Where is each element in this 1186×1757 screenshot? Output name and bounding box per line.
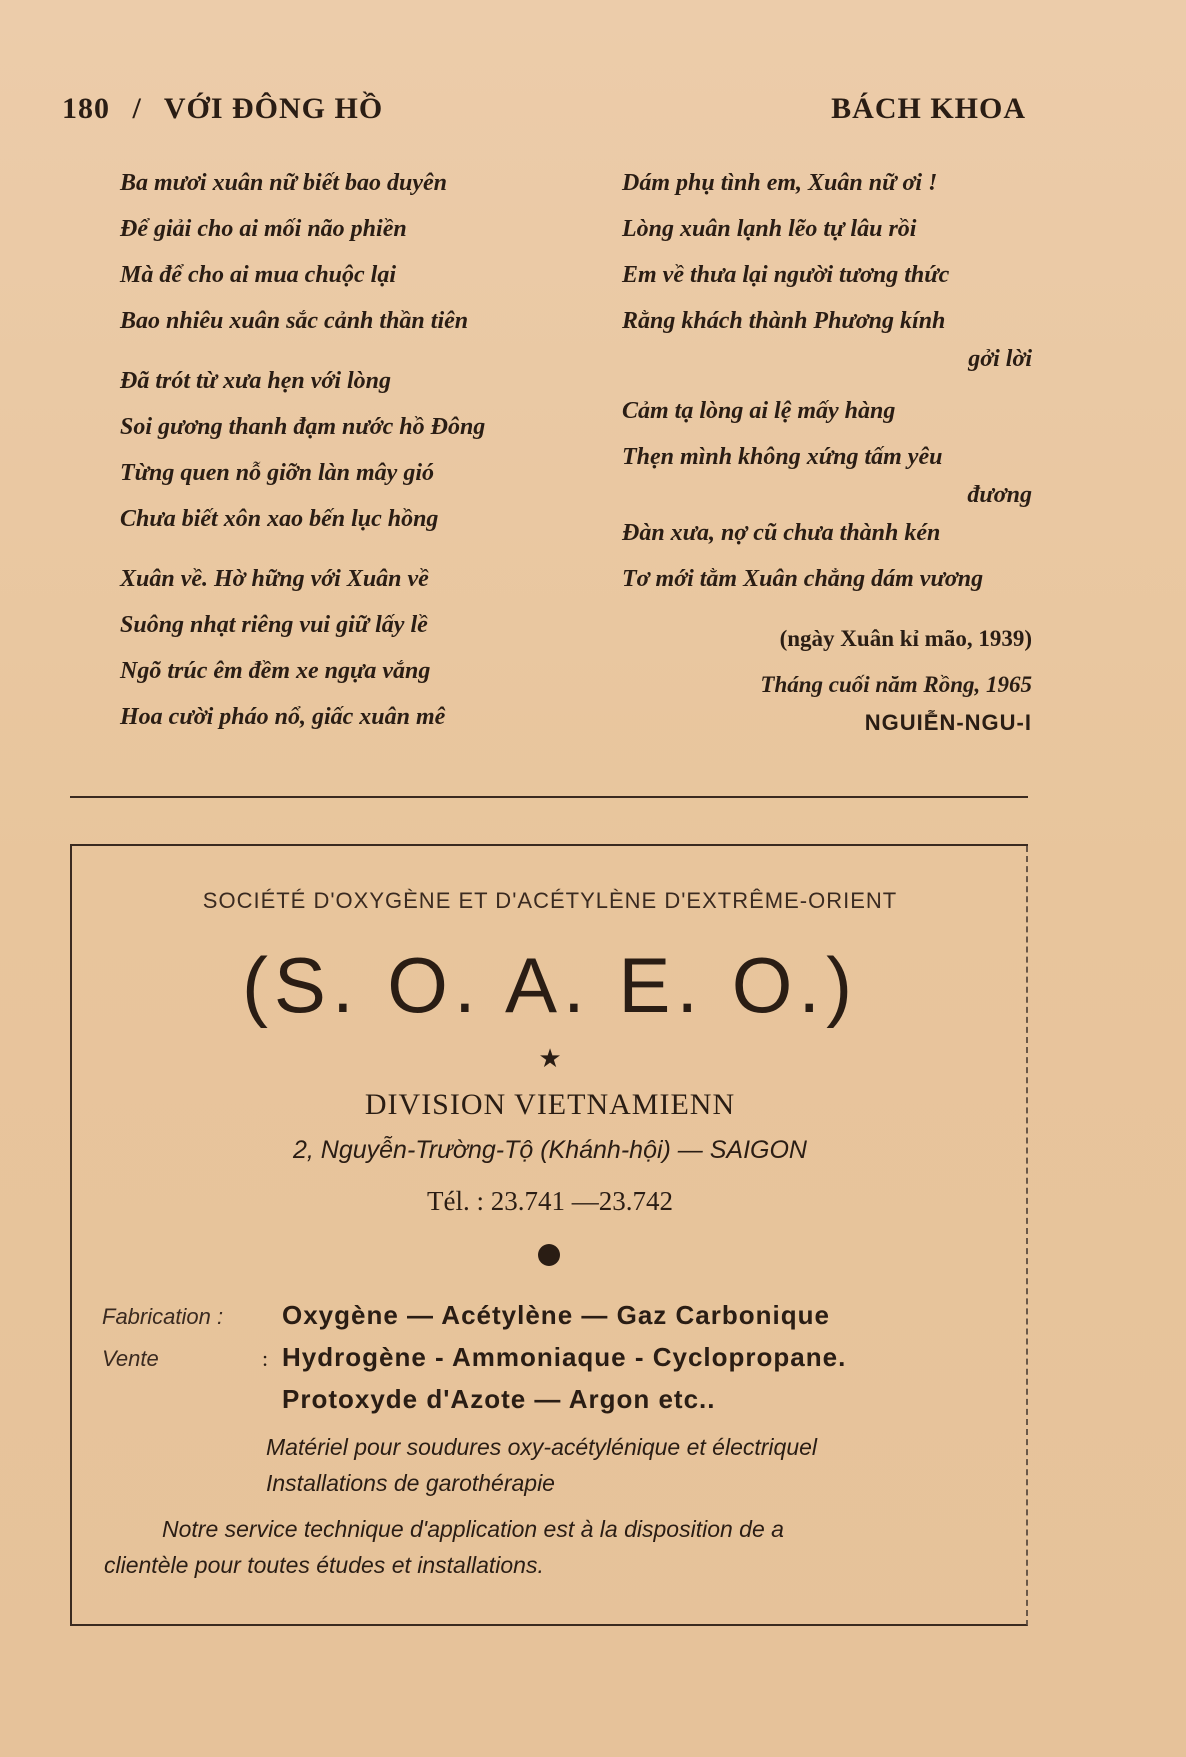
installations-line: Installations de garothérapie [266,1470,555,1496]
vente-items: Hydrogène - Ammoniaque - Cyclopropane. [282,1342,847,1372]
poem-line: Thẹn mình không xứng tấm yêu [622,444,943,470]
vente-items-continued: Protoxyde d'Azote — Argon etc.. [282,1384,716,1414]
header-separator: / [132,92,142,125]
poem-line: Đã trót từ xưa hẹn với lòng [120,368,391,394]
poem-left-column [120,160,540,754]
page-header [62,92,1026,126]
page-number: 180 [62,92,110,125]
poem-stanza [120,556,540,740]
magazine-name: BÁCH KHOA [831,92,1026,125]
header-left [62,92,397,126]
star-icon: ★ [538,1044,562,1073]
poem-line: Xuân về. Hờ hững với Xuân về [120,566,429,592]
vente-row [102,1342,846,1373]
poem-line: Em về thưa lại người tương thức [622,262,950,288]
ad-address: 2, Nguyễn-Trường-Tộ (Khánh-hội) — SAIGON [292,1136,807,1164]
poem-author: NGUIỄN-NGU-I [864,710,1032,735]
poem-line: Ngõ trúc êm đềm xe ngựa vắng [120,658,431,684]
ad-acronym: (S. O. A. E. O.) [241,941,859,1029]
fabrication-label: Fabrication : [102,1304,224,1329]
vente-label: Vente [102,1346,159,1371]
poem-line: Cảm tạ lòng ai lệ mấy hàng [622,398,896,424]
poem-line: Từng quen nỗ giỡn làn mây gió [120,460,434,486]
ad-company-name: SOCIÉTÉ D'OXYGÈNE ET D'ACÉTYLÈNE D'EXTRÊME-ORIENT [202,888,898,913]
poem-line: Mà để cho ai mua chuộc lại [120,262,397,288]
ad-division: DIVISION VIETNAMIENN [364,1088,736,1121]
poem-line: Để giải cho ai mối não phiền [120,216,407,242]
poem-stanza [120,358,540,542]
poem-stanza [120,160,540,344]
poem-right-column [622,160,1032,738]
poem-line-continuation: gởi lời [968,346,1032,372]
fabrication-row [102,1300,830,1331]
vente-colon: : [262,1346,269,1371]
poem-line: Suông nhạt riêng vui giữ lấy lề [120,612,428,638]
poem-line: Rằng khách thành Phương kính [622,308,946,334]
service-line: Notre service technique d'application est à la disposition de a [162,1516,784,1542]
poem-date-revised: Tháng cuối năm Rồng, 1965 [760,672,1032,697]
poem-line: Lòng xuân lạnh lẽo tự lâu rồi [622,216,917,242]
section-divider [70,796,1028,798]
poem-line: Bao nhiêu xuân sắc cảnh thần tiên [120,308,469,334]
poem-line: Dám phụ tình em, Xuân nữ ơi ! [622,170,938,196]
fabrication-items: Oxygène — Acétylène — Gaz Carbonique [282,1300,830,1330]
poem-line-continuation: đương [967,482,1032,508]
bullet-dot-icon [538,1244,560,1266]
ad-telephone: Tél. : 23.741 —23.742 [427,1186,673,1216]
poem-line: Đàn xưa, nợ cũ chưa thành kén [622,520,941,546]
poem-line: Chưa biết xôn xao bến lục hồng [120,506,439,532]
poem-line: Ba mươi xuân nữ biết bao duyên [120,170,448,196]
materiel-line: Matériel pour soudures oxy-acétylénique et électriquel [266,1434,818,1460]
poem-date-original: (ngày Xuân kỉ mão, 1939) [779,626,1032,651]
vente-row-continued [282,1384,715,1415]
poem-line: Tơ mới tằm Xuân chẳng dám vương [622,566,984,592]
service-line: clientèle pour toutes études et installations. [104,1552,544,1578]
poem-line: Soi gương thanh đạm nước hồ Đông [120,414,486,440]
section-title: VỚI ĐÔNG HỒ [163,92,384,125]
poem-stanza [622,160,1032,374]
poem-stanza [622,388,1032,602]
poem-line: Hoa cười pháo nổ, giấc xuân mê [120,704,446,730]
